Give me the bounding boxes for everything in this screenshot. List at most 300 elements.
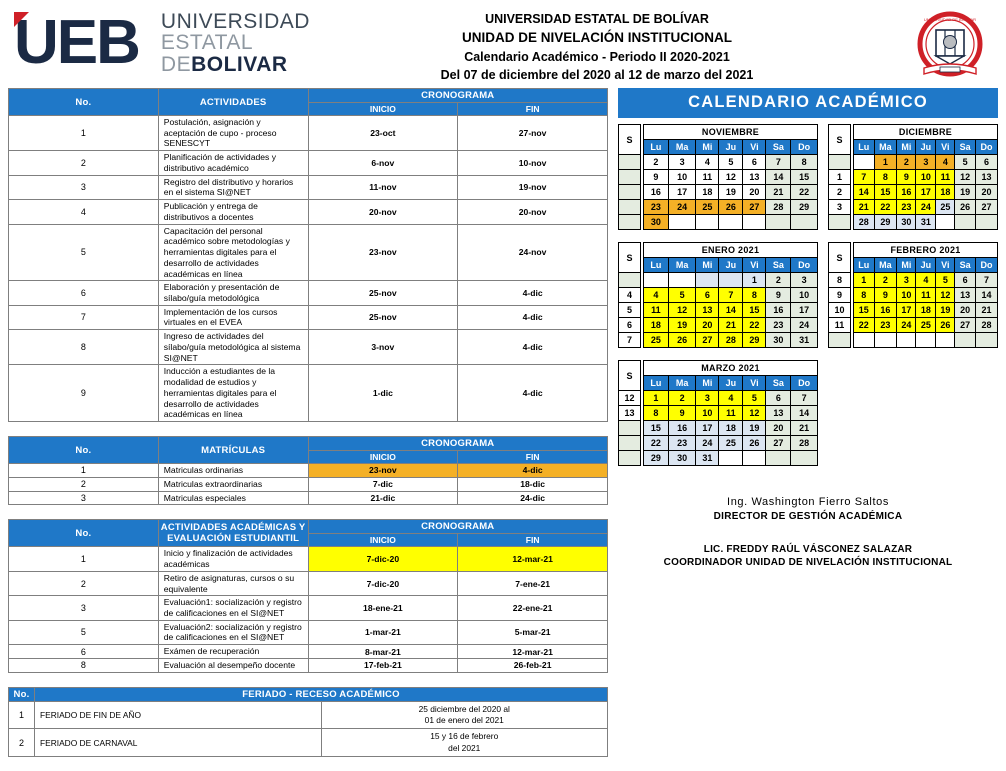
calendar-day[interactable]: 2 xyxy=(897,155,916,170)
calendar-day[interactable]: 9 xyxy=(644,170,669,185)
calendar-day-empty xyxy=(766,451,791,466)
week-number xyxy=(619,436,641,451)
logo-line-de-bolivar: DEBOLIVAR xyxy=(160,52,288,76)
calendar-day-empty xyxy=(719,215,743,230)
week-col-header: S xyxy=(619,361,641,391)
week-number xyxy=(619,170,641,185)
day-of-week-header: Lu xyxy=(854,258,875,273)
row-start-date: 7-dic-20 xyxy=(308,571,458,595)
calendar-day[interactable]: 19 xyxy=(743,421,766,436)
calendar-day[interactable]: 12 xyxy=(955,170,976,185)
calendar-day[interactable]: 4 xyxy=(719,391,743,406)
table-row xyxy=(9,645,608,659)
calendar-month-noviembre xyxy=(618,124,818,230)
row-start-date: 7-dic-20 xyxy=(308,547,458,571)
calendar-day[interactable]: 14 xyxy=(719,303,743,318)
ueb-red-accent-icon xyxy=(14,12,29,27)
calendar-day[interactable]: 7 xyxy=(766,155,791,170)
calendar-day[interactable]: 5 xyxy=(936,273,955,288)
calendar-day[interactable]: 25 xyxy=(936,200,955,215)
calendar-day[interactable]: 13 xyxy=(975,170,997,185)
calendar-day[interactable]: 30 xyxy=(668,451,696,466)
calendar-day[interactable]: 23 xyxy=(897,200,916,215)
academic-rows xyxy=(9,547,608,672)
table-row xyxy=(9,175,608,199)
month-title: MARZO 2021 xyxy=(644,361,818,376)
calendar-day[interactable]: 20 xyxy=(955,303,976,318)
calendar-day[interactable]: 3 xyxy=(897,273,916,288)
calendar-day[interactable]: 27 xyxy=(955,318,976,333)
calendar-day-empty xyxy=(897,333,916,348)
row-start-date: 23-oct xyxy=(308,116,458,151)
calendar-day[interactable]: 15 xyxy=(791,170,818,185)
day-of-week-header: Sa xyxy=(766,140,791,155)
row-activity: Matriculas ordinarias xyxy=(158,464,308,478)
row-number: 3 xyxy=(9,175,159,199)
calendar-day-empty xyxy=(874,333,897,348)
calendar-day[interactable]: 16 xyxy=(644,185,669,200)
row-start-date: 21-dic xyxy=(308,491,458,505)
calendar-day[interactable]: 28 xyxy=(975,318,997,333)
calendar-day[interactable]: 8 xyxy=(854,288,875,303)
row-start-date: 23-nov xyxy=(308,224,458,281)
calendar-day[interactable]: 2 xyxy=(644,155,669,170)
calendar-week-row xyxy=(854,303,998,318)
calendar-day[interactable]: 22 xyxy=(791,185,818,200)
feriado-rows xyxy=(9,701,608,756)
calendar-day[interactable]: 16 xyxy=(874,303,897,318)
calendar-day[interactable]: 30 xyxy=(766,333,791,348)
calendar-day[interactable]: 13 xyxy=(696,303,719,318)
calendar-day[interactable]: 26 xyxy=(955,200,976,215)
calendar-day[interactable]: 16 xyxy=(766,303,791,318)
calendar-day[interactable]: 6 xyxy=(696,288,719,303)
title-university: UNIVERSIDAD ESTATAL DE BOLÍVAR xyxy=(485,12,709,26)
calendar-day[interactable]: 5 xyxy=(719,155,743,170)
calendar-day[interactable]: 3 xyxy=(668,155,696,170)
matriculas-col-fin: FIN xyxy=(458,451,608,464)
row-number: 5 xyxy=(9,224,159,281)
calendar-day[interactable]: 29 xyxy=(644,451,669,466)
calendar-column xyxy=(618,88,998,771)
week-number xyxy=(619,273,641,288)
calendar-day[interactable]: 10 xyxy=(897,288,916,303)
row-end-date: 4-dic xyxy=(458,464,608,478)
calendar-day[interactable]: 24 xyxy=(916,200,936,215)
calendar-day[interactable]: 10 xyxy=(696,406,719,421)
calendar-day[interactable]: 24 xyxy=(897,318,916,333)
calendar-day[interactable]: 14 xyxy=(975,288,997,303)
tables-column xyxy=(8,88,608,771)
row-start-date: 17-feb-21 xyxy=(308,658,458,672)
calendar-week-row xyxy=(644,273,818,288)
calendar-day[interactable]: 31 xyxy=(696,451,719,466)
calendar-day[interactable]: 29 xyxy=(874,215,897,230)
activities-col-inicio: INICIO xyxy=(308,103,458,116)
calendar-day[interactable]: 4 xyxy=(916,273,936,288)
calendar-day[interactable]: 17 xyxy=(916,185,936,200)
calendar-day[interactable]: 20 xyxy=(766,421,791,436)
calendar-week-row xyxy=(854,185,998,200)
calendar-day[interactable]: 29 xyxy=(743,333,766,348)
row-start-date: 11-nov xyxy=(308,175,458,199)
table-row xyxy=(9,729,608,757)
calendar-day[interactable]: 22 xyxy=(644,436,669,451)
calendar-day[interactable]: 8 xyxy=(874,170,897,185)
week-number xyxy=(619,215,641,230)
calendar-day[interactable]: 20 xyxy=(743,185,766,200)
calendar-day[interactable]: 22 xyxy=(743,318,766,333)
calendar-week-row xyxy=(854,215,998,230)
calendar-day[interactable]: 18 xyxy=(719,421,743,436)
week-number: 1 xyxy=(829,170,851,185)
day-of-week-header: Do xyxy=(791,258,818,273)
calendar-day[interactable]: 12 xyxy=(719,170,743,185)
calendar-day[interactable]: 9 xyxy=(766,288,791,303)
calendar-day[interactable]: 26 xyxy=(936,318,955,333)
calendar-day[interactable]: 8 xyxy=(743,288,766,303)
signature-spacer xyxy=(618,522,998,544)
calendar-day[interactable]: 12 xyxy=(743,406,766,421)
week-number xyxy=(619,200,641,215)
calendar-day[interactable]: 15 xyxy=(854,303,875,318)
day-of-week-header: Ma xyxy=(668,376,696,391)
row-end-date: 4-dic xyxy=(458,365,608,422)
calendar-day[interactable]: 11 xyxy=(644,303,669,318)
ueb-wordmark-icon xyxy=(14,8,139,77)
day-of-week-header: Vi xyxy=(936,140,955,155)
ueb-logo xyxy=(0,4,310,82)
calendar-week-row xyxy=(644,406,818,421)
calendar-day-empty xyxy=(719,273,743,288)
month-grid xyxy=(643,124,818,230)
week-number: 11 xyxy=(829,318,851,333)
calendar-day[interactable]: 27 xyxy=(696,333,719,348)
month-grid xyxy=(643,242,818,348)
month-grid xyxy=(643,360,818,466)
calendar-day[interactable]: 6 xyxy=(975,155,997,170)
calendar-day[interactable]: 20 xyxy=(975,185,997,200)
day-of-week-header: Do xyxy=(975,140,997,155)
calendar-day[interactable]: 24 xyxy=(668,200,696,215)
calendar-day[interactable]: 18 xyxy=(916,303,936,318)
calendar-day-empty xyxy=(668,273,696,288)
calendar-day[interactable]: 6 xyxy=(743,155,766,170)
calendar-month-febrero-2021 xyxy=(828,242,998,348)
calendar-day[interactable]: 5 xyxy=(668,288,696,303)
calendar-day[interactable]: 1 xyxy=(874,155,897,170)
calendar-day[interactable]: 21 xyxy=(791,421,818,436)
calendar-week-row xyxy=(854,333,998,348)
calendar-day[interactable]: 9 xyxy=(897,170,916,185)
calendar-day[interactable]: 21 xyxy=(854,200,875,215)
row-end-date: 24-nov xyxy=(458,224,608,281)
row-end-date: 4-dic xyxy=(458,305,608,329)
calendar-day[interactable]: 14 xyxy=(854,185,875,200)
header-titles xyxy=(300,4,894,84)
week-col-header: S xyxy=(829,243,851,273)
activities-col-title: ACTIVIDADES xyxy=(158,89,308,116)
calendar-day[interactable]: 26 xyxy=(719,200,743,215)
row-activity: Evaluación1: socialización y registro de calificaciones en el SI@NET xyxy=(158,596,308,620)
calendar-day[interactable]: 15 xyxy=(644,421,669,436)
calendar-day[interactable]: 16 xyxy=(668,421,696,436)
day-of-week-header: Ju xyxy=(719,140,743,155)
signature-2-role: COORDINADOR UNIDAD DE NIVELACIÓN INSTITUCIONAL xyxy=(663,557,953,568)
calendar-day-empty xyxy=(696,273,719,288)
row-activity: Matriculas extraordinarias xyxy=(158,477,308,491)
calendar-day[interactable]: 24 xyxy=(696,436,719,451)
week-number: 2 xyxy=(829,185,851,200)
calendar-week-row xyxy=(644,155,818,170)
university-seal-icon xyxy=(910,6,990,86)
calendar-day[interactable]: 1 xyxy=(743,273,766,288)
calendar-day[interactable]: 27 xyxy=(743,200,766,215)
week-number xyxy=(619,451,641,466)
calendar-day[interactable]: 2 xyxy=(766,273,791,288)
calendar-day-empty xyxy=(791,451,818,466)
row-end-date: 19-nov xyxy=(458,175,608,199)
calendar-day[interactable]: 6 xyxy=(766,391,791,406)
row-number: 6 xyxy=(9,645,159,659)
calendar-day[interactable]: 12 xyxy=(936,288,955,303)
calendar-week-row xyxy=(854,273,998,288)
day-of-week-header: Mi xyxy=(897,140,916,155)
calendar-day[interactable]: 7 xyxy=(719,288,743,303)
day-of-week-header: Vi xyxy=(743,258,766,273)
calendar-day[interactable]: 14 xyxy=(766,170,791,185)
calendar-day-empty xyxy=(854,333,875,348)
academic-col-title: ACTIVIDADES ACADÉMICAS Y EVALUACIÓN ESTUDIANTIL xyxy=(158,520,308,547)
row-end-date: 18-dic xyxy=(458,477,608,491)
calendar-day[interactable]: 18 xyxy=(696,185,719,200)
row-start-date: 1-mar-21 xyxy=(308,620,458,644)
calendar-day[interactable]: 10 xyxy=(668,170,696,185)
day-of-week-header: Ma xyxy=(668,258,696,273)
calendar-day[interactable]: 21 xyxy=(975,303,997,318)
row-number: 1 xyxy=(9,547,159,571)
calendar-day[interactable]: 4 xyxy=(644,288,669,303)
row-end-date: 26-feb-21 xyxy=(458,658,608,672)
calendar-day[interactable]: 2 xyxy=(874,273,897,288)
week-number: 10 xyxy=(829,303,851,318)
day-of-week-header: Do xyxy=(975,258,997,273)
calendar-day[interactable]: 7 xyxy=(791,391,818,406)
calendar-day[interactable]: 6 xyxy=(955,273,976,288)
day-of-week-header: Sa xyxy=(766,258,791,273)
calendar-day[interactable]: 17 xyxy=(897,303,916,318)
week-number: 12 xyxy=(619,391,641,406)
calendar-day[interactable]: 25 xyxy=(916,318,936,333)
calendar-day[interactable]: 2 xyxy=(668,391,696,406)
row-activity: Inducción a estudiantes de la modalidad de estudios y herramientas digitales para el desarrollo de actividades académicas en línea xyxy=(158,365,308,422)
calendar-day[interactable]: 3 xyxy=(791,273,818,288)
university-seal xyxy=(894,4,1006,86)
day-of-week-header: Mi xyxy=(897,258,916,273)
table-row xyxy=(9,701,608,729)
calendar-row xyxy=(618,360,998,466)
title-unit: UNIDAD DE NIVELACIÓN INSTITUCIONAL xyxy=(462,30,732,46)
calendar-day[interactable]: 4 xyxy=(696,155,719,170)
calendar-day[interactable]: 24 xyxy=(791,318,818,333)
calendar-day[interactable]: 20 xyxy=(696,318,719,333)
calendar-day[interactable]: 14 xyxy=(791,406,818,421)
row-number: 1 xyxy=(9,464,159,478)
calendar-day[interactable]: 18 xyxy=(936,185,955,200)
calendar-day[interactable]: 17 xyxy=(791,303,818,318)
calendar-day[interactable]: 17 xyxy=(668,185,696,200)
table-row xyxy=(9,305,608,329)
calendar-day[interactable]: 13 xyxy=(955,288,976,303)
table-row xyxy=(9,571,608,595)
calendar-day[interactable]: 27 xyxy=(766,436,791,451)
calendar-day[interactable]: 28 xyxy=(854,215,875,230)
calendar-day[interactable]: 11 xyxy=(719,406,743,421)
row-activity: Inicio y finalización de actividades académicas xyxy=(158,547,308,571)
calendar-day[interactable]: 10 xyxy=(916,170,936,185)
calendar-day[interactable]: 1 xyxy=(854,273,875,288)
row-end-date: 4-dic xyxy=(458,330,608,365)
day-of-week-header: Sa xyxy=(955,140,976,155)
calendar-day[interactable]: 8 xyxy=(644,406,669,421)
calendar-day[interactable]: 21 xyxy=(719,318,743,333)
calendar-day[interactable]: 8 xyxy=(791,155,818,170)
calendar-day[interactable]: 16 xyxy=(897,185,916,200)
calendar-week-row xyxy=(644,333,818,348)
calendar-day[interactable]: 4 xyxy=(936,155,955,170)
calendar-day[interactable]: 15 xyxy=(874,185,897,200)
row-activity: Matriculas especiales xyxy=(158,491,308,505)
calendar-day[interactable]: 31 xyxy=(791,333,818,348)
calendar-day[interactable]: 25 xyxy=(644,333,669,348)
calendar-day[interactable]: 19 xyxy=(936,303,955,318)
calendar-day[interactable]: 12 xyxy=(668,303,696,318)
signature-1-role: DIRECTOR DE GESTIÓN ACADÉMICA xyxy=(713,511,903,522)
calendar-day[interactable]: 3 xyxy=(916,155,936,170)
calendar-day[interactable]: 26 xyxy=(743,436,766,451)
calendar-day[interactable]: 19 xyxy=(955,185,976,200)
calendar-week-row xyxy=(644,288,818,303)
calendar-day[interactable]: 19 xyxy=(719,185,743,200)
row-activity: Ingreso de actividades del sílabo/guía metodológica al sistema SI@NET xyxy=(158,330,308,365)
day-of-week-header: Ju xyxy=(916,258,936,273)
calendar-day[interactable]: 9 xyxy=(874,288,897,303)
row-activity: Exámen de recuperación xyxy=(158,645,308,659)
row-number: 3 xyxy=(9,491,159,505)
calendar-day[interactable]: 28 xyxy=(766,200,791,215)
calendar-day[interactable]: 7 xyxy=(975,273,997,288)
row-activity: Planificación de actividades y distributivo académico xyxy=(158,151,308,175)
calendar-day[interactable]: 5 xyxy=(743,391,766,406)
row-start-date: 20-nov xyxy=(308,200,458,224)
calendar-day[interactable]: 9 xyxy=(668,406,696,421)
calendar-day[interactable]: 5 xyxy=(955,155,976,170)
calendar-day-empty xyxy=(916,333,936,348)
calendar-banner: CALENDARIO ACADÉMICO xyxy=(618,88,998,118)
calendar-week-row xyxy=(644,421,818,436)
ueb-mark-text: UEB xyxy=(14,8,139,77)
calendar-day[interactable]: 18 xyxy=(644,318,669,333)
calendar-day[interactable]: 23 xyxy=(644,200,669,215)
calendar-day[interactable]: 15 xyxy=(743,303,766,318)
calendar-day[interactable]: 30 xyxy=(644,215,669,230)
calendar-week-row xyxy=(644,185,818,200)
calendar-day[interactable]: 21 xyxy=(766,185,791,200)
week-number xyxy=(829,333,851,348)
row-start-date: 6-nov xyxy=(308,151,458,175)
calendar-week-row xyxy=(854,170,998,185)
calendar-day[interactable]: 11 xyxy=(696,170,719,185)
row-holiday-date: 25 diciembre del 2020 al 01 de enero del 2021 xyxy=(321,701,608,729)
row-number: 4 xyxy=(9,200,159,224)
signature-1-name: Ing. Washington Fierro Saltos xyxy=(727,496,889,508)
calendar-day[interactable]: 10 xyxy=(791,288,818,303)
calendar-day[interactable]: 1 xyxy=(644,391,669,406)
calendar-day[interactable]: 28 xyxy=(719,333,743,348)
calendar-day[interactable]: 13 xyxy=(766,406,791,421)
week-number xyxy=(619,421,641,436)
calendar-day[interactable]: 22 xyxy=(854,318,875,333)
table-row xyxy=(9,658,608,672)
calendar-day[interactable]: 11 xyxy=(916,288,936,303)
calendar-day-empty xyxy=(696,215,719,230)
row-start-date: 7-dic xyxy=(308,477,458,491)
calendar-day[interactable]: 25 xyxy=(719,436,743,451)
calendar-day-empty xyxy=(766,215,791,230)
row-holiday-date: 15 y 16 de febrero del 2021 xyxy=(321,729,608,757)
calendar-day-empty xyxy=(719,451,743,466)
day-of-week-header: Sa xyxy=(955,258,976,273)
calendar-day[interactable]: 17 xyxy=(696,421,719,436)
calendar-day[interactable]: 23 xyxy=(766,318,791,333)
signature-2-name: LIC. FREDDY RAÚL VÁSCONEZ SALAZAR xyxy=(703,544,913,555)
calendar-week-row xyxy=(644,200,818,215)
calendar-day[interactable]: 3 xyxy=(696,391,719,406)
row-number: 8 xyxy=(9,658,159,672)
calendar-day[interactable]: 26 xyxy=(668,333,696,348)
calendar-day-empty xyxy=(854,155,875,170)
row-end-date: 12-mar-21 xyxy=(458,645,608,659)
calendar-week-row xyxy=(644,451,818,466)
academic-col-no: No. xyxy=(9,520,159,547)
calendar-day[interactable]: 7 xyxy=(854,170,875,185)
calendar-day[interactable]: 23 xyxy=(668,436,696,451)
calendar-row xyxy=(618,242,998,348)
calendar-day[interactable]: 27 xyxy=(975,200,997,215)
calendar-day[interactable]: 11 xyxy=(936,170,955,185)
table-row xyxy=(9,330,608,365)
calendar-day[interactable]: 23 xyxy=(874,318,897,333)
row-end-date: 12-mar-21 xyxy=(458,547,608,571)
calendar-day[interactable]: 29 xyxy=(791,200,818,215)
calendar-day[interactable]: 31 xyxy=(916,215,936,230)
calendar-day-empty xyxy=(936,333,955,348)
day-of-week-header: Ju xyxy=(719,376,743,391)
calendar-day[interactable]: 22 xyxy=(874,200,897,215)
day-of-week-header: Mi xyxy=(696,376,719,391)
row-end-date: 24-dic xyxy=(458,491,608,505)
calendar-day[interactable]: 28 xyxy=(791,436,818,451)
row-activity: Elaboración y presentación de sílabo/guía metodológica xyxy=(158,281,308,305)
logo-wordmark-lines xyxy=(161,11,310,75)
row-start-date: 25-nov xyxy=(308,305,458,329)
row-activity: Postulación, asignación y aceptación de cupo - proceso SENESCYT xyxy=(158,116,308,151)
calendar-day[interactable]: 19 xyxy=(668,318,696,333)
calendar-day[interactable]: 25 xyxy=(696,200,719,215)
week-number: 6 xyxy=(619,318,641,333)
calendar-day[interactable]: 13 xyxy=(743,170,766,185)
calendar-day[interactable]: 30 xyxy=(897,215,916,230)
